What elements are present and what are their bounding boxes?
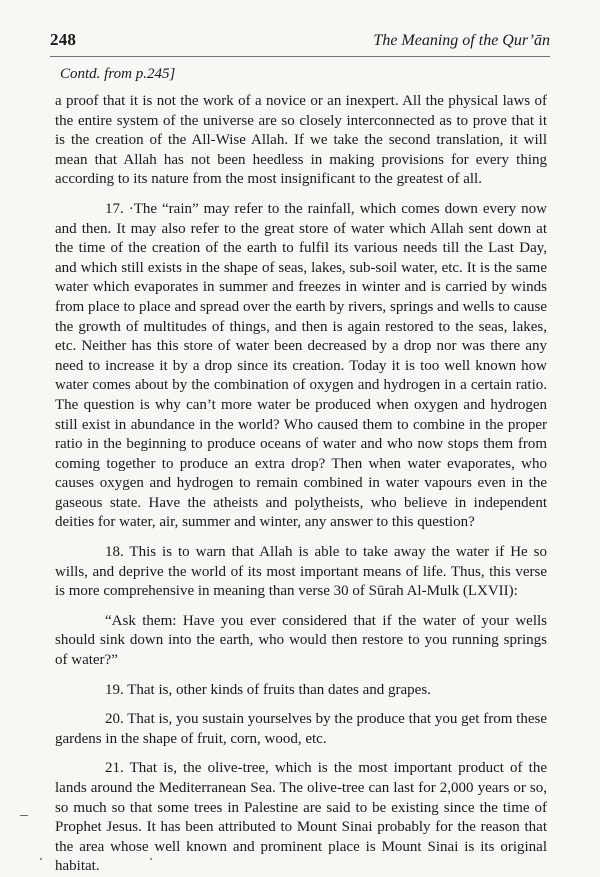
running-title: The Meaning of the Qur’ān bbox=[373, 32, 550, 49]
scan-speck bbox=[150, 858, 152, 860]
continuation-note: Contd. from p.245] bbox=[60, 66, 176, 82]
note-17: 17. ·The “rain” may refer to the rainfall, which comes down every now and then. It may also refer to the great store of water which Allah sent down at the time of the creation of the earth to fulfil its various needs till the Last Day, and which still exists in the shape of seas, lakes, sub-soil water, etc. It is the same water which evaporates in summer and freezes in winter and is carried by winds from place to place and spread over the earth by rivers, springs and wells to cause the growth of multitudes of things, and then is again restored to the seas, lakes, etc. Neither has this store of water been decreased by a drop nor was there any need to increase it by a drop since its creation. Today it is too well known how water comes about by the combination of oxygen and hydrogen in a certain ratio. The question is why can’t more water be produced when oxygen and hydrogen still exist in abundance in the world? Who caused them to combine in the proper ratio in the beginning to produce oceans of water and who now stops them from coming together to produce an extra drop? Then when water evaporates, who causes oxygen and hydrogen to remain combined in water vapours even in the gaseous state. Have the atheists and polytheists, who believe in independent deities for water, air, summer and winter, any answer to this question? bbox=[55, 200, 547, 531]
page-header bbox=[50, 30, 550, 58]
note-20: 20. That is, you sustain yourselves by the produce that you get from these gardens in the shape of fruit, corn, wood, etc. bbox=[55, 711, 547, 747]
quotation: “Ask them: Have you ever considered that if the water of your wells should sink down into the earth, who would then restore to you running springs of water?” bbox=[55, 612, 547, 669]
scan-mark bbox=[20, 815, 28, 816]
scan-speck bbox=[40, 858, 42, 860]
note-19: 19. That is, other kinds of fruits than dates and grapes. bbox=[105, 681, 431, 698]
paragraph-continued: a proof that it is not the work of a novice or an inexpert. All the physical laws of the entire system of the universe are so closely interconnected as to prove that it is the creation of the All-Wise Allah. If we take the second translation, it will mean that Allah has not been heedless in making provisions for every thing according to its nature from the most insignificant to the greatest of all. bbox=[55, 93, 547, 188]
note-18: 18. This is to warn that Allah is able to take away the water if He so wills, and deprive the world of its most important means of life. Thus, this verse is more comprehensive in meaning than verse 30 of Sūrah Al-Mulk (LXVII): bbox=[55, 544, 547, 600]
page-number: 248 bbox=[50, 30, 77, 49]
header-rule bbox=[50, 56, 550, 58]
body-text bbox=[55, 92, 547, 877]
note-21: 21. That is, the olive-tree, which is the most important product of the lands around the Mediterranean Sea. The olive-tree can last for 2,000 years or so, so much so that some trees in Palestine are said to be existing since the time of Prophet Jesus. It has been attributed to Mount Sinai probably for the reason that the area whose well known and prominent place is Mount Sinai is its original habitat. bbox=[55, 760, 547, 875]
